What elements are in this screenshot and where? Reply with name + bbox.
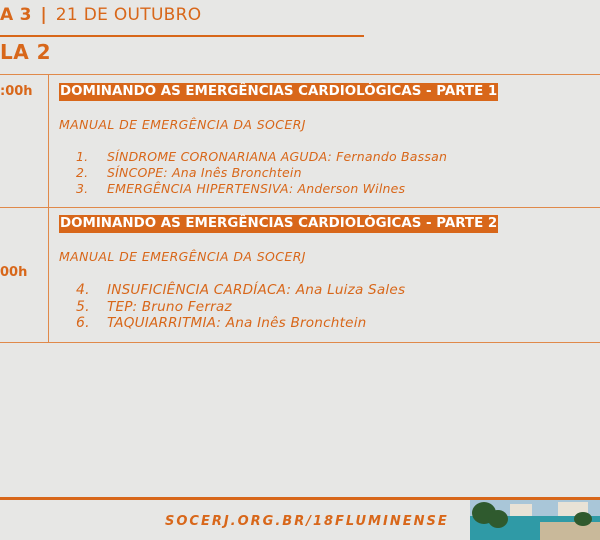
table-column-divider: [48, 74, 49, 343]
session-time: 00h: [0, 265, 28, 280]
photo-building: [510, 504, 532, 516]
header-line: [0, 5, 201, 25]
table-bottom-border: [0, 342, 600, 343]
table-top-border: [0, 74, 600, 75]
session-time: :00h: [0, 84, 33, 99]
talk-text: INSUFICIÊNCIA CARDÍACA: Ana Luiza Sales: [107, 282, 406, 298]
room-label: LA 2: [0, 40, 52, 64]
talk-item: [76, 315, 367, 331]
table-row-divider: [0, 207, 600, 208]
talk-text: TAQUIARRITMIA: Ana Inês Bronchtein: [107, 315, 367, 331]
photo-tree: [574, 512, 592, 526]
talk-number: 4.: [76, 282, 90, 298]
talk-number: 6.: [76, 315, 90, 331]
talk-text: EMERGÊNCIA HIPERTENSIVA: Anderson Wilnes: [107, 181, 406, 196]
header-rule: [0, 35, 364, 37]
talk-text: SÍNCOPE: Ana Inês Bronchtein: [107, 165, 302, 180]
talk-number: 3.: [76, 181, 89, 196]
talk-text: SÍNDROME CORONARIANA AGUDA: Fernando Bassan: [107, 149, 448, 164]
event-date: 21 DE OUTUBRO: [55, 5, 202, 25]
day-label: A 3: [0, 5, 32, 25]
talk-text: TEP: Bruno Ferraz: [107, 299, 232, 315]
session-subtitle: MANUAL DE EMERGÊNCIA DA SOCERJ: [59, 117, 306, 132]
talk-item: [76, 299, 232, 315]
photo-sand: [540, 522, 600, 540]
talk-item: [76, 282, 405, 298]
photo-tree: [488, 510, 508, 528]
talk-number: 5.: [76, 299, 90, 315]
talk-number: 1.: [76, 149, 89, 164]
session-subtitle: MANUAL DE EMERGÊNCIA DA SOCERJ: [59, 249, 306, 264]
session-title: DOMINANDO AS EMERGÊNCIAS CARDIOLÓGICAS - PARTE 1: [60, 84, 498, 99]
beach-photo: [470, 500, 600, 540]
session-title: DOMINANDO AS EMERGÊNCIAS CARDIOLÓGICAS - PARTE 2: [60, 216, 498, 231]
header-separator: |: [40, 5, 48, 25]
footer-url-link[interactable]: SOCERJ.ORG.BR/18FLUMINENSE: [165, 514, 449, 529]
talk-item: [76, 181, 405, 196]
talk-item: [76, 149, 447, 164]
talk-number: 2.: [76, 165, 89, 180]
talk-item: [76, 165, 302, 180]
